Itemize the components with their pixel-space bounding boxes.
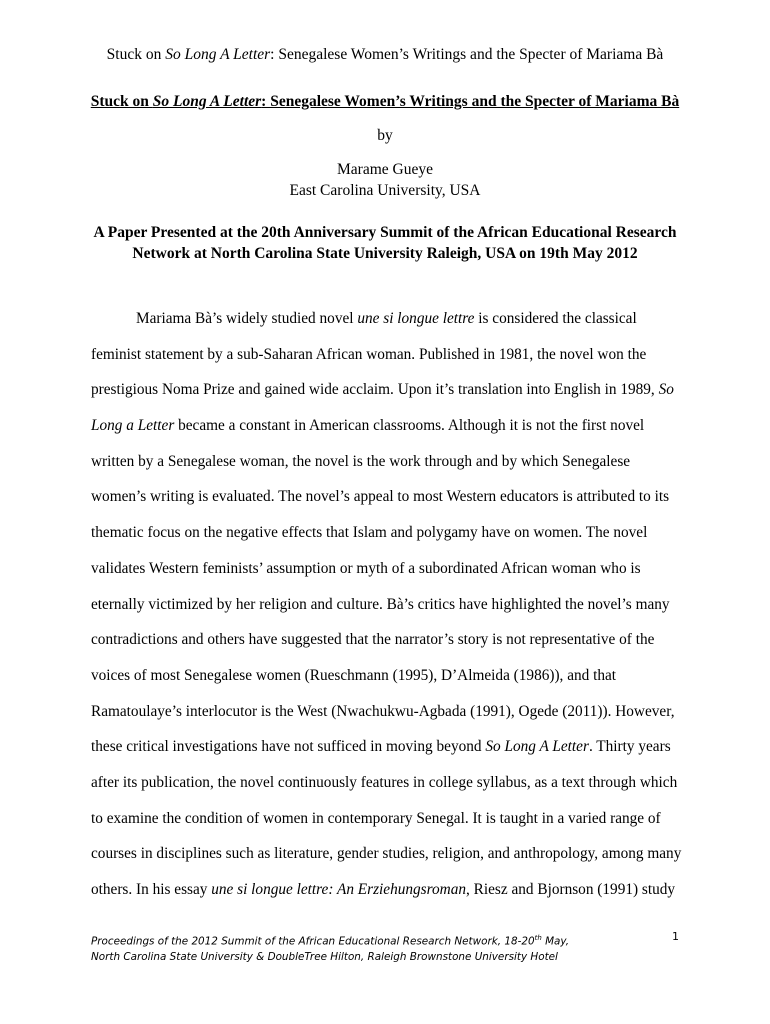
byline: by (377, 127, 393, 144)
body-line: Ramatoulaye’s interlocutor is the West (Nwachukwu-Agbada (1991), Ogede (2011)). However, (91, 703, 675, 720)
body-line: these critical investigations have not sufficed in moving beyond So Long A Letter. Thirty years (91, 738, 671, 755)
running-header: Stuck on So Long A Letter: Senegalese Women’s Writings and the Specter of Mariama Bà (106, 46, 664, 63)
body-line: after its publication, the novel continuously features in college syllabus, as a text through which (91, 774, 678, 791)
body-line: voices of most Senegalese women (Rueschmann (1995), D’Almeida (1986)), and that (91, 667, 617, 684)
author-affiliation: East Carolina University, USA (289, 182, 481, 199)
author-name: Marame Gueye (337, 161, 433, 178)
body-line: validates Western feminists’ assumption or myth of a subordinated African woman who is (91, 560, 641, 577)
paper-title: Stuck on So Long A Letter: Senegalese Women’s Writings and the Specter of Mariama Bà (90, 93, 680, 110)
body-line: prestigious Noma Prize and gained wide acclaim. Upon it’s translation into English in 1989, So (91, 381, 674, 398)
body-line: courses in disciplines such as literature, gender studies, religion, and anthropology, among many (91, 845, 682, 862)
presentation-note: A Paper Presented at the 20th Anniversary Summit of the African Educational Research Network at North Carolina State University Raleigh, USA on 19th May 2012 (93, 224, 677, 262)
body-line: written by a Senegalese woman, the novel is the work through and by which Senegalese (91, 453, 631, 470)
body-line: eternally victimized by her religion and culture. Bà’s critics have highlighted the novel’s many (91, 596, 670, 613)
body-line: to examine the condition of women in contemporary Senegal. It is taught in a varied range of (91, 810, 661, 827)
body-line: women’s writing is evaluated. The novel’s appeal to most Western educators is attributed to its (91, 488, 670, 505)
body-line: thematic focus on the negative effects that Islam and polygamy have on women. The novel (91, 524, 648, 541)
body-line: feminist statement by a sub-Saharan African woman. Published in 1981, the novel won the (91, 346, 647, 363)
body-line: Long a Letter became a constant in American classrooms. Although it is not the first novel (91, 417, 645, 434)
proceedings-footer: Proceedings of the 2012 Summit of the African Educational Research Network, 18-20th May, North Carolina State University & DoubleTree Hilton, Raleigh Brownstone University Hotel (91, 934, 570, 964)
body-line: contradictions and others have suggested that the narrator’s story is not representative of the (91, 631, 655, 648)
page-number: 1 (672, 930, 679, 943)
body-line: others. In his essay une si longue lettre: An Erziehungsroman, Riesz and Bjornson (1991) study (91, 881, 676, 898)
body-line: Mariama Bà’s widely studied novel une si longue lettre is considered the classical (136, 310, 637, 327)
